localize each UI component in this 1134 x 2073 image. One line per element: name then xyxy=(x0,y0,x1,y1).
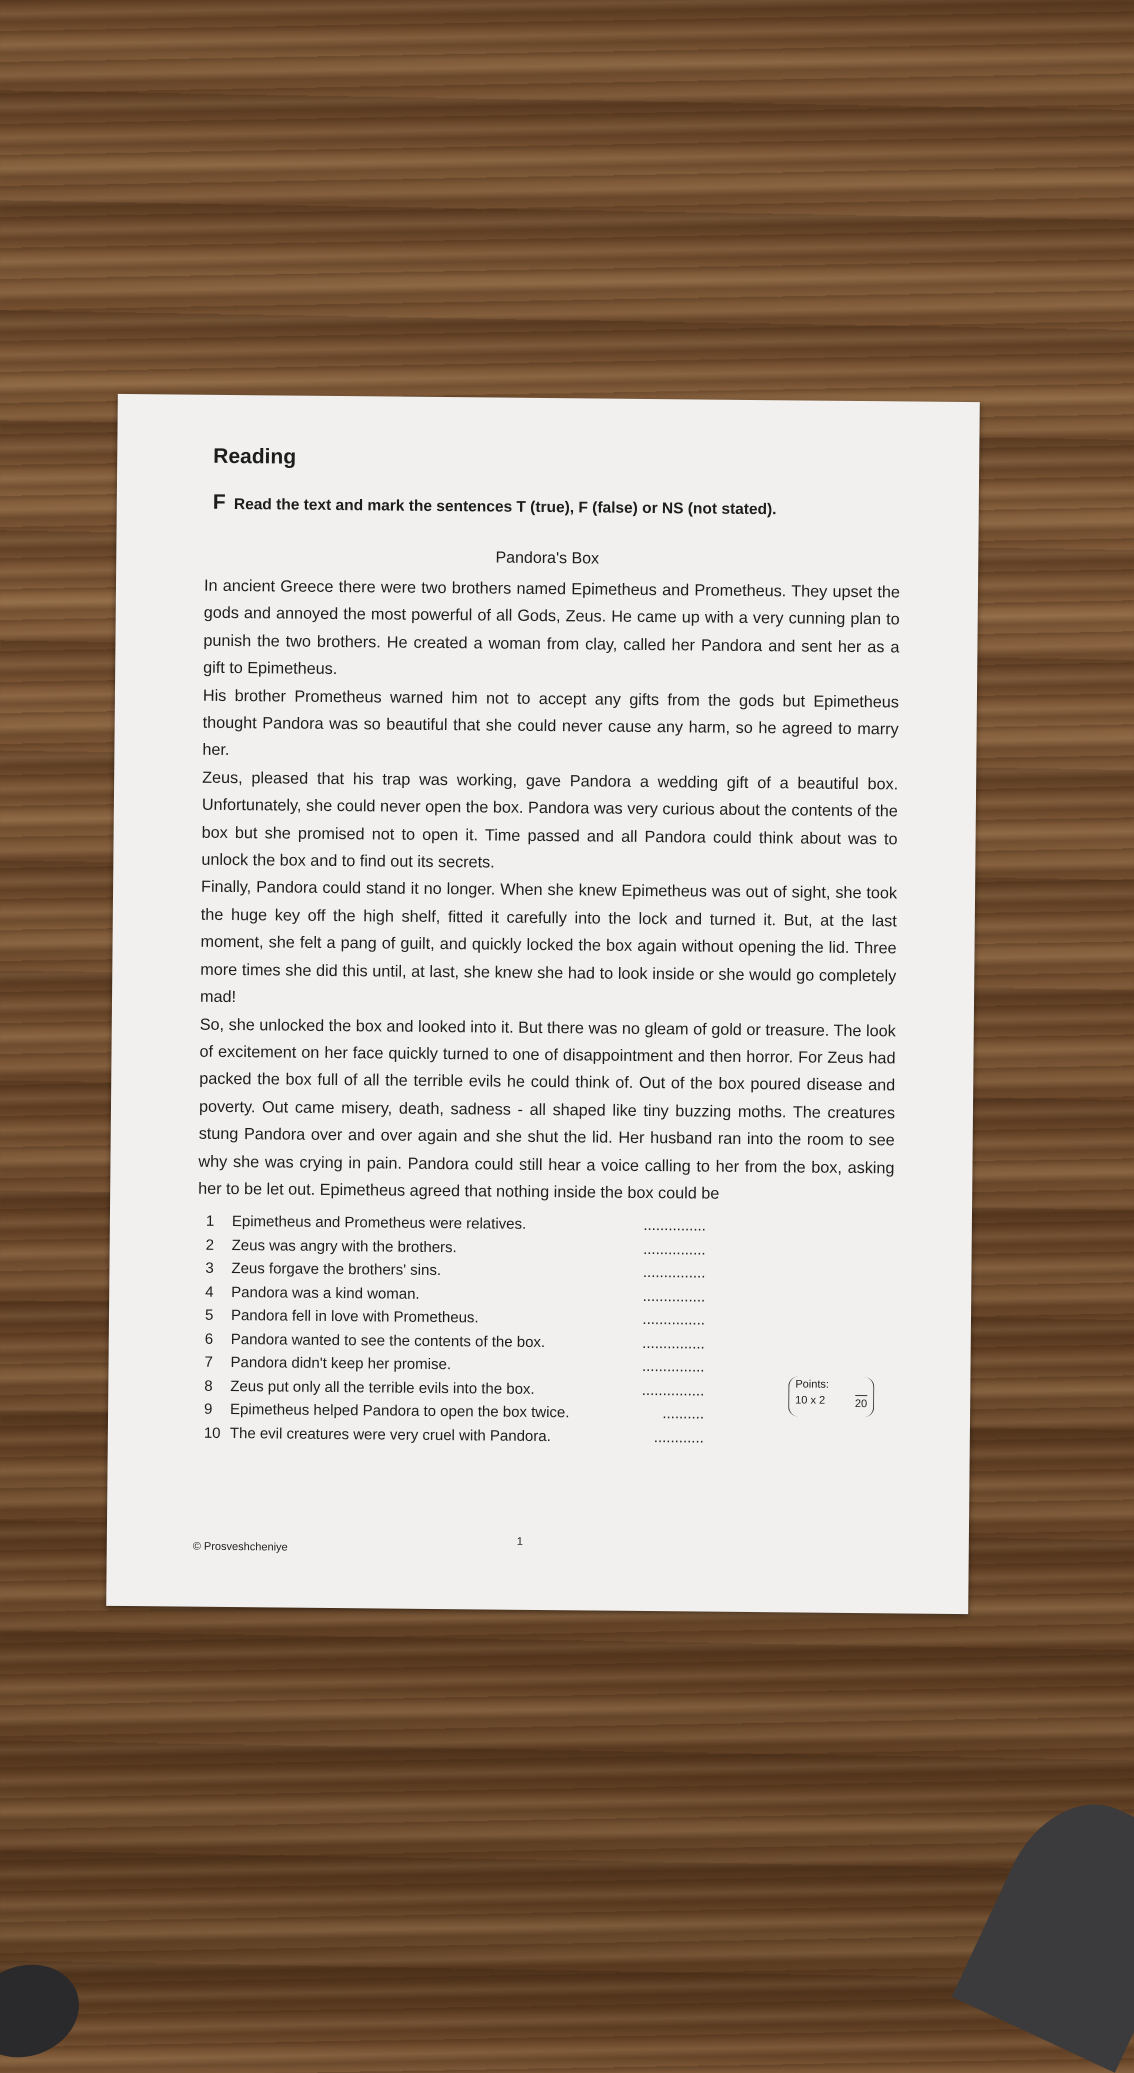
question-number: 4 xyxy=(205,1283,214,1301)
question-number: 3 xyxy=(205,1259,214,1277)
answer-blank[interactable]: ............... xyxy=(642,1263,706,1282)
question-text: Pandora was a kind woman. xyxy=(231,1283,420,1303)
story-title: Pandora's Box xyxy=(495,549,600,568)
answer-blank[interactable]: ............... xyxy=(642,1287,706,1306)
question-text: Pandora didn't keep her promise. xyxy=(230,1354,452,1374)
story-paragraph: Finally, Pandora could stand it no longer. When she knew Epimetheus was out of sight, she took the huge key off the high shelf, fitted it carefully into the lock and turned it. But, at the last moment, she felt a pang of guilt, and quickly locked the box again without opening the lid. Three more times she did this until, at last, she knew she had to look inside or she would go completely mad! xyxy=(199,878,898,1007)
story-paragraph: His brother Prometheus warned him not to accept any gifts from the gods but Epimetheus thought Pandora was so beautiful that she could never cause any harm, so he agreed to marry her. xyxy=(202,686,900,760)
question-number: 5 xyxy=(204,1306,214,1324)
answer-blank[interactable]: ............... xyxy=(641,1381,705,1400)
question-text: Zeus was angry with the brothers. xyxy=(231,1236,457,1256)
question-text: Zeus forgave the brothers' sins. xyxy=(231,1260,442,1280)
question-list xyxy=(204,1213,706,1453)
copyright: © Prosveshcheniye xyxy=(192,1540,288,1554)
answer-blank[interactable]: ............ xyxy=(653,1428,704,1447)
story-text xyxy=(198,573,900,1214)
question-number: 8 xyxy=(204,1377,213,1395)
points-total: 20 xyxy=(855,1395,867,1410)
question-text: Pandora fell in love with Prometheus. xyxy=(230,1307,479,1327)
shoe-left xyxy=(0,1950,92,2072)
answer-blank[interactable]: ............... xyxy=(643,1216,706,1235)
question-number: 10 xyxy=(203,1424,221,1442)
answer-blank[interactable]: ............... xyxy=(643,1240,706,1259)
question-number: 9 xyxy=(204,1400,213,1418)
question-text: Epimetheus and Prometheus were relatives. xyxy=(231,1213,527,1233)
question-text: Epimetheus helped Pandora to open the box twice. xyxy=(230,1401,570,1422)
section-title: Reading xyxy=(213,444,297,469)
story-paragraph: So, she unlocked the box and looked into it. But there was no gleam of gold or treasure. The look of excitement on her face quickly turned to one of disappointment and then horror. For Zeus had packed the box full of all the terrible evils he could think of. Out of the box poured disease and poverty. Out came misery, death, sadness - all shaped like tiny buzzing moths. The creatures stung Pandora over and over again and she shut the lid. Her husband ran into the room to see why she was crying in pain. Pandora could still hear a voice calling to her from the box, asking her to be let out. Epimetheus agreed that nothing inside the box could be xyxy=(198,1015,896,1203)
question-text: Pandora wanted to see the contents of the box. xyxy=(230,1330,546,1351)
shoe-right xyxy=(952,1779,1134,2073)
answer-blank[interactable]: ............... xyxy=(641,1357,705,1376)
page-number: 1 xyxy=(516,1535,524,1548)
story-paragraph: In ancient Greece there were two brothers named Epimetheus and Prometheus. They upset the gods and annoyed the most powerful of all Gods, Zeus. He came up with a very cunning plan to punish the two brothers. He created a woman from clay, called her Pandora and sent her as a gift to Epimetheus. xyxy=(203,576,901,679)
answer-blank[interactable]: ............... xyxy=(642,1334,705,1353)
task-instruction xyxy=(213,491,777,520)
task-text: Read the text and mark the sentences T (true), F (false) or NS (not stated). xyxy=(233,496,777,519)
points-formula: 10 x 2 xyxy=(795,1394,826,1407)
story-paragraph: Zeus, pleased that his trap was working, gave Pandora a wedding gift of a beautiful box. Unfortunately, she could never open the box. Pandora was very curious about the contents of the box but she promised not to open it. Time passed and all Pandora could think about was to unlock the box and to find out its secrets. xyxy=(201,768,899,872)
points-label: Points: xyxy=(795,1378,830,1391)
answer-blank[interactable]: ............... xyxy=(642,1310,706,1329)
question-text: Zeus put only all the terrible evils into the box. xyxy=(230,1377,535,1398)
question-number: 2 xyxy=(205,1236,215,1254)
task-letter: F xyxy=(212,490,226,514)
question-item xyxy=(204,1424,704,1452)
question-number: 6 xyxy=(204,1330,214,1348)
question-number: 1 xyxy=(205,1212,215,1230)
question-text: The evil creatures were very cruel with Pandora. xyxy=(229,1424,551,1445)
points-box xyxy=(788,1376,874,1417)
answer-blank[interactable]: .......... xyxy=(662,1405,705,1423)
question-number: 7 xyxy=(204,1353,213,1371)
worksheet-page xyxy=(106,394,980,1614)
